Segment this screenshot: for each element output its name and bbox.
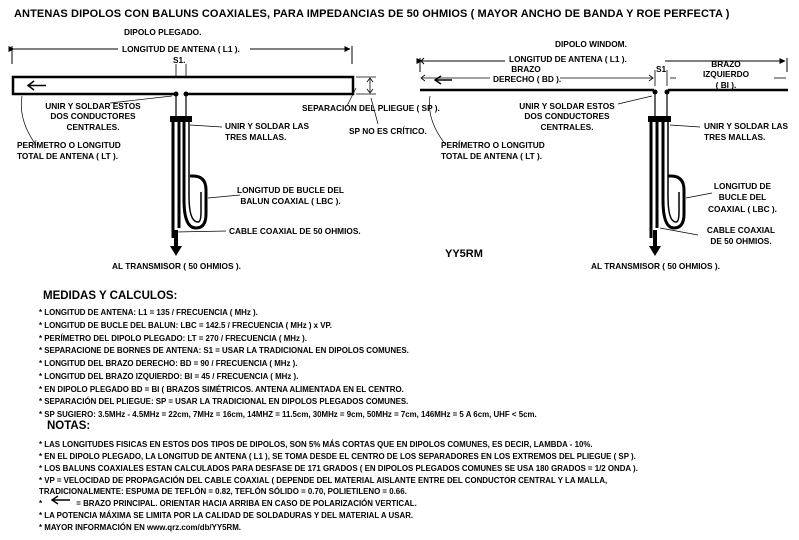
measure-item: * SEPARACIÓN DEL PLIEGUE: SP = USAR LA TRADICIONAL EN DIPOLOS PLEGADOS COMUNES. bbox=[39, 397, 409, 406]
measure-item: * SP SUGIERO: 3.5MHz - 4.5MHz = 22cm, 7MHz = 16cm, 14MHZ = 11.5cm, 30MHz = 9cm, 50MHz = 7cm, 146MHz = 5 A 6cm, UHF < 5cm. bbox=[39, 410, 537, 419]
note-item: * VP = VELOCIDAD DE PROPAGACIÓN DEL CABLE COAXIAL ( DEPENDE DEL MATERIAL AISLANTE ENTRE DEL CONDUCTOR CENTRAL Y LA MALLA, bbox=[39, 476, 608, 485]
left-perimeter-label: PERÍMETRO O LONGITUD TOTAL DE ANTENA ( LT ). bbox=[17, 140, 121, 162]
measure-item: * LONGITUD DEL BRAZO DERECHO: BD = 90 / FRECUENCIA ( MHz ). bbox=[39, 359, 298, 368]
measure-item: * SEPARACIONE DE BORNES DE ANTENA: S1 = USAR LA TRADICIONAL EN DIPOLOS COMUNES. bbox=[39, 346, 409, 355]
note-item: * = BRAZO PRINCIPAL. ORIENTAR HACIA ARRIBA EN CASO DE POLARIZACIÓN VERTICAL. bbox=[39, 499, 417, 508]
notes-heading: NOTAS: bbox=[47, 420, 91, 432]
sp-note-label: SP NO ES CRÍTICO. bbox=[349, 126, 427, 136]
measure-item: * PERÍMETRO DEL DIPOLO PLEGADO: LT = 270 / FRECUENCIA ( MHz ). bbox=[39, 334, 307, 343]
left-coax-cable-label: CABLE COAXIAL DE 50 OHMIOS. bbox=[229, 226, 361, 236]
left-arm-label: BRAZO IZQUIERDO ( BI ). bbox=[702, 59, 750, 90]
right-join-shields-label: UNIR Y SOLDAR LAS TRES MALLAS. bbox=[704, 121, 789, 143]
left-to-transmitter-label: AL TRANSMISOR ( 50 OHMIOS ). bbox=[112, 261, 241, 271]
measure-item: * LONGITUD DEL BRAZO IZQUIERDO: BI = 45 / FRECUENCIA ( MHz ). bbox=[39, 372, 299, 381]
right-balun-loop-label: LONGITUD DE BUCLE DEL COAXIAL ( LBC ). bbox=[708, 181, 777, 214]
fold-separation-label: SEPARACIÓN DEL PLIEGUE ( SP ). bbox=[302, 103, 440, 113]
windom-dipole-heading: DIPOLO WINDOM. bbox=[555, 39, 627, 49]
note-item: * LA POTENCIA MÁXIMA SE LIMITA POR LA CALIDAD DE SOLDADURAS Y DEL MATERIAL A USAR. bbox=[39, 511, 414, 520]
measures-heading: MEDIDAS Y CALCULOS: bbox=[43, 290, 178, 302]
measure-item: * LONGITUD DE BUCLE DEL BALUN: LBC = 142.5 / FRECUENCIA ( MHz ) x VP. bbox=[39, 321, 332, 330]
left-balun-loop-label: LONGITUD DE BUCLE DEL BALUN COAXIAL ( LBC ). bbox=[237, 185, 344, 207]
right-coax-cable-label: CABLE COAXIAL DE 50 OHMIOS. bbox=[706, 225, 776, 247]
note-item: * LAS LONGITUDES FISICAS EN ESTOS DOS TIPOS DE DIPOLOS, SON 5% MÁS CORTAS QUE EN DIPOLOS COMUNES, ES DECIR, LAMBDA - 10%. bbox=[39, 440, 593, 449]
right-s1-label: S1 bbox=[656, 64, 667, 74]
left-join-shields-label: UNIR Y SOLDAR LAS TRES MALLAS. bbox=[225, 121, 310, 143]
measure-item: * EN DIPOLO PLEGADO BD = BI ( BRAZOS SIMÉTRICOS. ANTENA ALIMENTADA EN EL CENTRO. bbox=[39, 385, 404, 394]
note-item: * EN EL DIPOLO PLEGADO, LA LONGITUD DE ANTENA ( L1 ), SE TOMA DESDE EL CENTRO DE LOS SEPARADORES EN LOS EXTREMOS DEL PLIEGUE ( SP ). bbox=[39, 452, 636, 461]
page-title: ANTENAS DIPOLOS CON BALUNS COAXIALES, PARA IMPEDANCIAS DE 50 OHMIOS ( MAYOR ANCHO DE BANDA Y ROE PERFECTA ) bbox=[14, 8, 730, 20]
measure-item: * LONGITUD DE ANTENA: L1 = 135 / FRECUENCIA ( MHz ). bbox=[39, 308, 258, 317]
right-arm-label: BRAZO DERECHO ( BD ). bbox=[493, 64, 562, 85]
note-item: * LOS BALUNS COAXIALES ESTAN CALCULADOS PARA DESFASE DE 171 GRADOS ( EN DIPOLOS PLEGADOS COMUNES SE USA 180 GRADOS = 1/2 ONDA ). bbox=[39, 464, 638, 473]
right-antenna-length-label: LONGITUD DE ANTENA ( L1 ). bbox=[509, 54, 627, 64]
note-item: TRADICIONALMENTE: ESPUMA DE TEFLÓN = 0.82, TEFLÓN SÓLIDO = 0.70, POLIETILENO = 0.66. bbox=[39, 487, 407, 496]
right-join-centers-label: UNIR Y SOLDAR ESTOS DOS CONDUCTORES CENTRALES. bbox=[519, 101, 615, 132]
callsign-label: YY5RM bbox=[445, 248, 483, 260]
left-join-centers-label: UNIR Y SOLDAR ESTOS DOS CONDUCTORES CENTRALES. bbox=[45, 101, 141, 132]
note-item: * MAYOR INFORMACIÓN EN www.qrz.com/db/YY5RM. bbox=[39, 523, 241, 532]
right-perimeter-label: PERÍMETRO O LONGITUD TOTAL DE ANTENA ( LT ). bbox=[441, 140, 545, 162]
right-to-transmitter-label: AL TRANSMISOR ( 50 OHMIOS ). bbox=[591, 261, 720, 271]
left-antenna-length-label: LONGITUD DE ANTENA ( L1 ). bbox=[122, 44, 240, 54]
left-s1-label: S1. bbox=[173, 55, 186, 65]
folded-dipole-heading: DIPOLO PLEGADO. bbox=[124, 27, 202, 37]
